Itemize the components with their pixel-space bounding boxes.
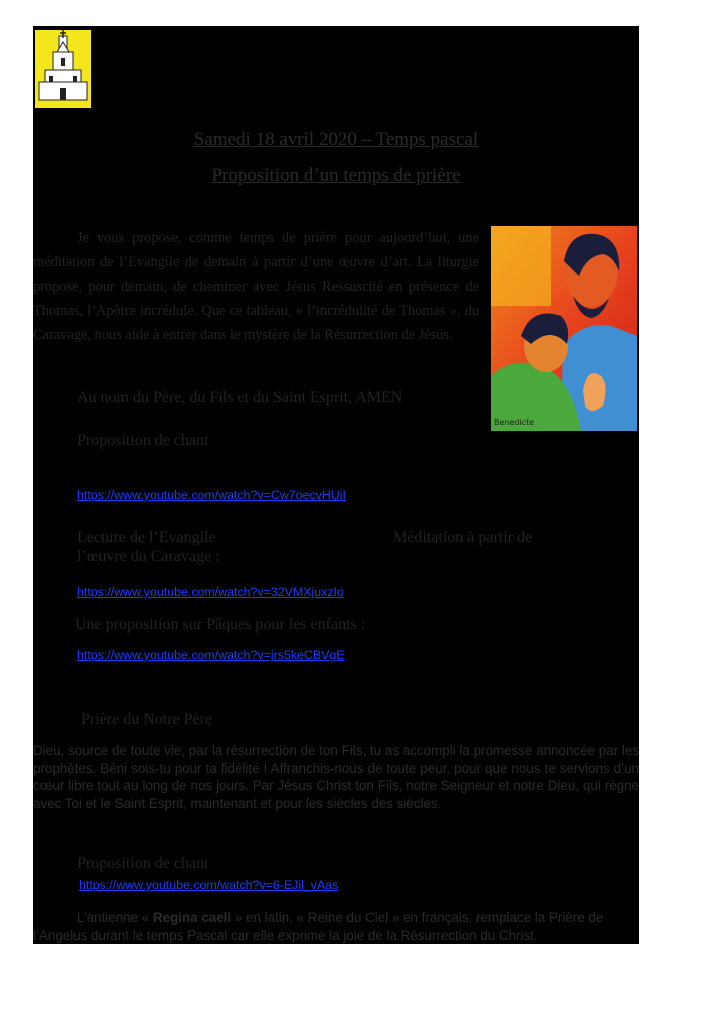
meditation-heading-continued: l’œuvre du Caravage : <box>77 548 220 565</box>
antienne-prefix: L’antienne « <box>77 910 153 925</box>
chant-heading-2: Proposition de chant <box>77 855 209 872</box>
page-title: Samedi 18 avril 2020 – Temps pascal <box>193 129 479 150</box>
meditation-heading: Méditation à partir de <box>393 529 533 546</box>
chant-link-1[interactable]: https://www.youtube.com/watch?v=Cw7oecvHUiI <box>77 488 346 502</box>
painting-doubting-thomas <box>491 226 637 431</box>
prayer-paragraph: Dieu, source de toute vie, par la résurrection de ton Fils, tu as accompli la promesse annoncée par les prophètes. Béni sois-tu pour ta fidélité ! Affranchis-nous de toute peur, pour que nous te servions d’un cœur libre tout au long de nos jours. Par Jésus Christ ton Fils, notre Seigneur et notre Dieu, qui règne avec Toi et le Saint Esprit, maintenant et pour les siècles des siècles. <box>33 743 639 811</box>
antienne-suffix: » en latin, « Reine du Ciel » en français, remplace la Prière de l’Angelus durant le temps Pascal car elle exprime la joie de la Résurrection du Christ. <box>33 910 604 943</box>
church-icon <box>35 30 91 108</box>
antienne-paragraph <box>33 909 639 944</box>
children-link[interactable]: https://www.youtube.com/watch?v=jrs5keCBVgE <box>77 648 345 662</box>
evangile-heading: Lecture de l’Evangile <box>77 529 216 546</box>
children-heading: Une proposition sur Pâques pour les enfants : <box>75 616 366 633</box>
evangile-link[interactable]: https://www.youtube.com/watch?v=32VMXjuxzIo <box>77 585 344 599</box>
document-page <box>33 26 639 944</box>
painting-signature: Benedicte <box>494 418 535 427</box>
notre-pere-heading: Prière du Notre Père <box>81 711 213 728</box>
parish-logo <box>35 30 91 108</box>
page-subtitle: Proposition d’un temps de prière <box>211 165 461 186</box>
chant-link-2[interactable]: https://www.youtube.com/watch?v=6-EJil_vAas <box>79 878 339 892</box>
intro-paragraph: Je vous propose, comme temps de prière pour aujourd’hui, une méditation de l’Evangile de demain à partir d’une œuvre d’art. La liturgie propose, pour demain, de cheminer avec Jésus Ressuscité en présence de Thomas, l’Apôtre incrédule. Que ce tableau, « l’incrédulité de Thomas », du Caravage, nous aide à entrer dans le mystère de la Résurrection de Jésus. <box>33 230 479 344</box>
invocation: Au nom du Père, du Fils et du Saint Esprit, AMEN <box>77 389 403 406</box>
antienne-title: Regina caeli <box>152 910 232 925</box>
chant-heading-1: Proposition de chant <box>77 432 209 449</box>
